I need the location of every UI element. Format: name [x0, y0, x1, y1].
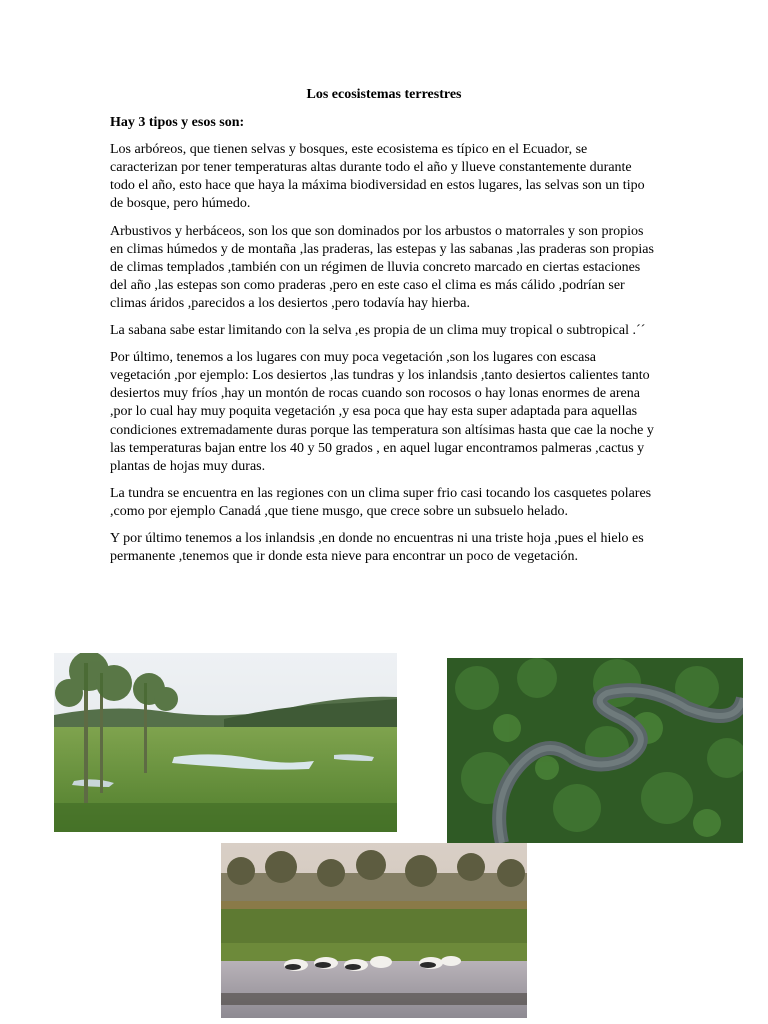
- page-title: Los ecosistemas terrestres: [306, 87, 462, 102]
- paragraph-arboreos: Los arbóreos, que tienen selvas y bosques, este ecosistema es típico en el Ecuador, se caracterizan por tener temperaturas altas durante todo el año y llueve constantemente durante todo el año, esto hace que haya la máxima biodiversidad en estos lugares, las selvas son un tipo de bosque, pero húmedo.: [110, 142, 645, 212]
- paragraph-sabana: La sabana sabe estar limitando con la selva ,es propia de un clima muy tropical o subtropical .´´: [110, 323, 646, 339]
- paragraph-arbustivos: Arbustivos y herbáceos, son los que son dominados por los arbustos o matorrales y son propios en climas húmedos y de montaña ,las praderas, las estepas y las sabanas ,las praderas son propias de climas templados ,también con un régimen de lluvia concreto marcado en ciertas estaciones del año ,las estepas son como praderas ,pero en este caso el clima es más cálido ,podrían ser climas áridos ,parecidos a los desiertos ,pero todavía hay hierba.: [110, 223, 654, 311]
- section-subtitle: Hay 3 tipos y esos son:: [110, 115, 245, 131]
- rainforest-river-photo: [447, 658, 743, 843]
- paragraph-inlandsis: Y por último tenemos a los inlandsis ,en donde no encuentras ni una triste hoja ,pues el hielo es permanente ,tenemos que ir donde esta nieve para encontrar un poco de vegetación.: [110, 530, 644, 565]
- wetland-pelicans-photo: [221, 843, 527, 1018]
- wetland-pelicans-photo-icon: [221, 843, 527, 1018]
- grassland-photo-icon: [54, 653, 397, 832]
- grassland-photo: [54, 653, 397, 832]
- document-body: [110, 86, 658, 575]
- paragraph-poca-vegetacion: Por último, tenemos a los lugares con muy poca vegetación ,son los lugares con escasa vegetación ,por ejemplo: Los desiertos ,las tundras y los inlandsis ,tanto desiertos calientes tanto desiertos muy fríos ,hay un montón de rocas cuando son rocosos o hay lonas enormes de arena ,por lo cual hay muy poquita vegetación ,y esa poca que hay esta super adaptada para aquellas condiciones extremadamente duras porque las temperatura son altísimas hasta que cae la noche y las temperaturas bajan entre los 40 y 50 grados , en aquel lugar encontramos palmeras ,cactus y plantas de hojas muy duras.: [110, 350, 654, 474]
- rainforest-river-photo-icon: [447, 658, 743, 843]
- paragraph-tundra: La tundra se encuentra en las regiones con un clima super frio casi tocando los casquetes polares ,como por ejemplo Canadá ,que tiene musgo, que crece sobre un subsuelo helado.: [110, 485, 652, 519]
